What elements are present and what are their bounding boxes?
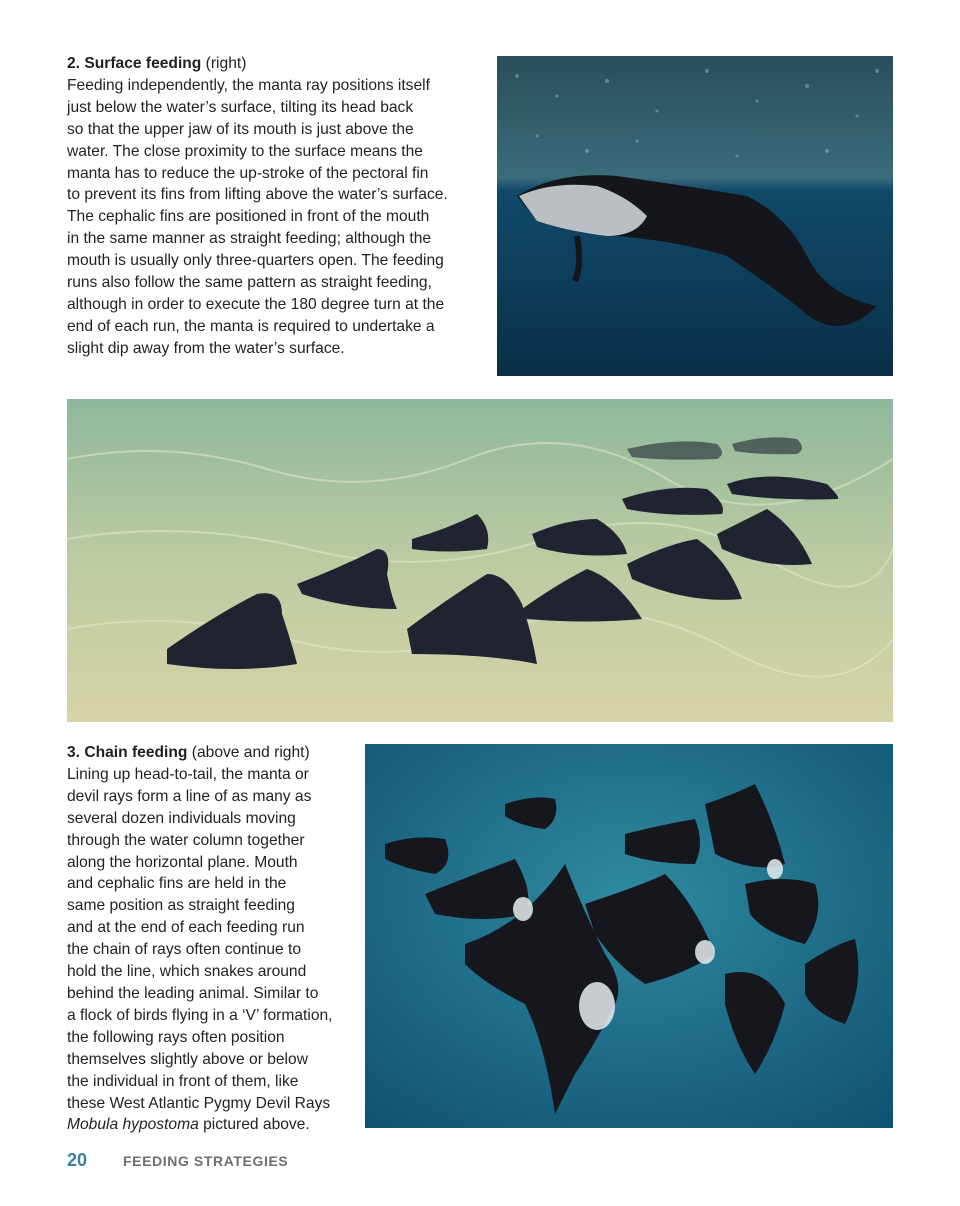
- paragraph-line: hold the line, which snakes around: [67, 963, 307, 981]
- paragraph-line: themselves slightly above or below: [67, 1050, 308, 1068]
- heading-note: (right): [205, 55, 247, 72]
- paragraph-line: mouth is usually only three-quarters open. The feeding: [67, 252, 444, 270]
- paragraph-line: the chain of rays often continue to: [67, 941, 302, 959]
- heading-bold: 3. Chain feeding: [67, 744, 188, 761]
- paragraph-line: along the horizontal plane. Mouth: [67, 853, 298, 871]
- paragraph-line: the individual in front of them, like: [67, 1072, 299, 1090]
- paragraph-line: manta has to reduce the up-stroke of the pectoral fin: [67, 164, 429, 182]
- paragraph-line: and cephalic fins are held in the: [67, 875, 287, 893]
- surface-feeding-photo: [497, 56, 893, 376]
- paragraph-line: runs also follow the same pattern as straight feeding,: [67, 274, 432, 292]
- paragraph-line: several dozen individuals moving: [67, 809, 296, 827]
- paragraph-line: slight dip away from the water’s surface.: [67, 339, 345, 357]
- paragraph-line: Feeding independently, the manta ray positions itself: [67, 76, 430, 94]
- page-number: 20: [67, 1150, 88, 1170]
- paragraph-line: although in order to execute the 180 degree turn at the: [67, 295, 445, 313]
- shallow-rays-photo: [67, 399, 893, 722]
- paragraph-line: in the same manner as straight feeding; although the: [67, 230, 432, 248]
- paragraph-line: through the water column together: [67, 831, 305, 849]
- paragraph-line: water. The close proximity to the surface means the: [67, 142, 423, 160]
- paragraph-line: same position as straight feeding: [67, 897, 295, 915]
- paragraph-line: the following rays often position: [67, 1028, 285, 1046]
- paragraph-line: so that the upper jaw of its mouth is just above the: [67, 120, 414, 138]
- surface-feeding-text: [67, 53, 477, 360]
- surface-feeding-heading: [67, 53, 477, 75]
- paragraph-line: devil rays form a line of as many as: [67, 787, 312, 805]
- section-title: FEEDING STRATEGIES: [123, 1153, 289, 1169]
- chain-feeding-text: [67, 742, 357, 1136]
- paragraph-last-line: [67, 1114, 357, 1136]
- paragraph-line: a flock of birds flying in a ‘V’ formation,: [67, 1006, 333, 1024]
- paragraph-line: end of each run, the manta is required to undertake a: [67, 317, 435, 335]
- last-line-rest: pictured above.: [198, 1116, 310, 1134]
- paragraph-line: and at the end of each feeding run: [67, 919, 305, 937]
- paragraph-line: Lining up head-to-tail, the manta or: [67, 765, 309, 783]
- chain-feeding-photo: [365, 744, 893, 1128]
- paragraph-line: behind the leading animal. Similar to: [67, 984, 319, 1002]
- chain-feeding-heading: [67, 742, 357, 764]
- paragraph-line: these West Atlantic Pygmy Devil Rays: [67, 1094, 331, 1112]
- paragraph-line: The cephalic fins are positioned in front of the mouth: [67, 208, 430, 226]
- heading-note: (above and right): [191, 744, 310, 761]
- heading-bold: 2. Surface feeding: [67, 55, 202, 72]
- paragraph-line: just below the water’s surface, tilting its head back: [67, 98, 414, 116]
- paragraph-line: to prevent its fins from lifting above the water’s surface.: [67, 186, 448, 204]
- species-name: Mobula hypostoma: [67, 1116, 199, 1134]
